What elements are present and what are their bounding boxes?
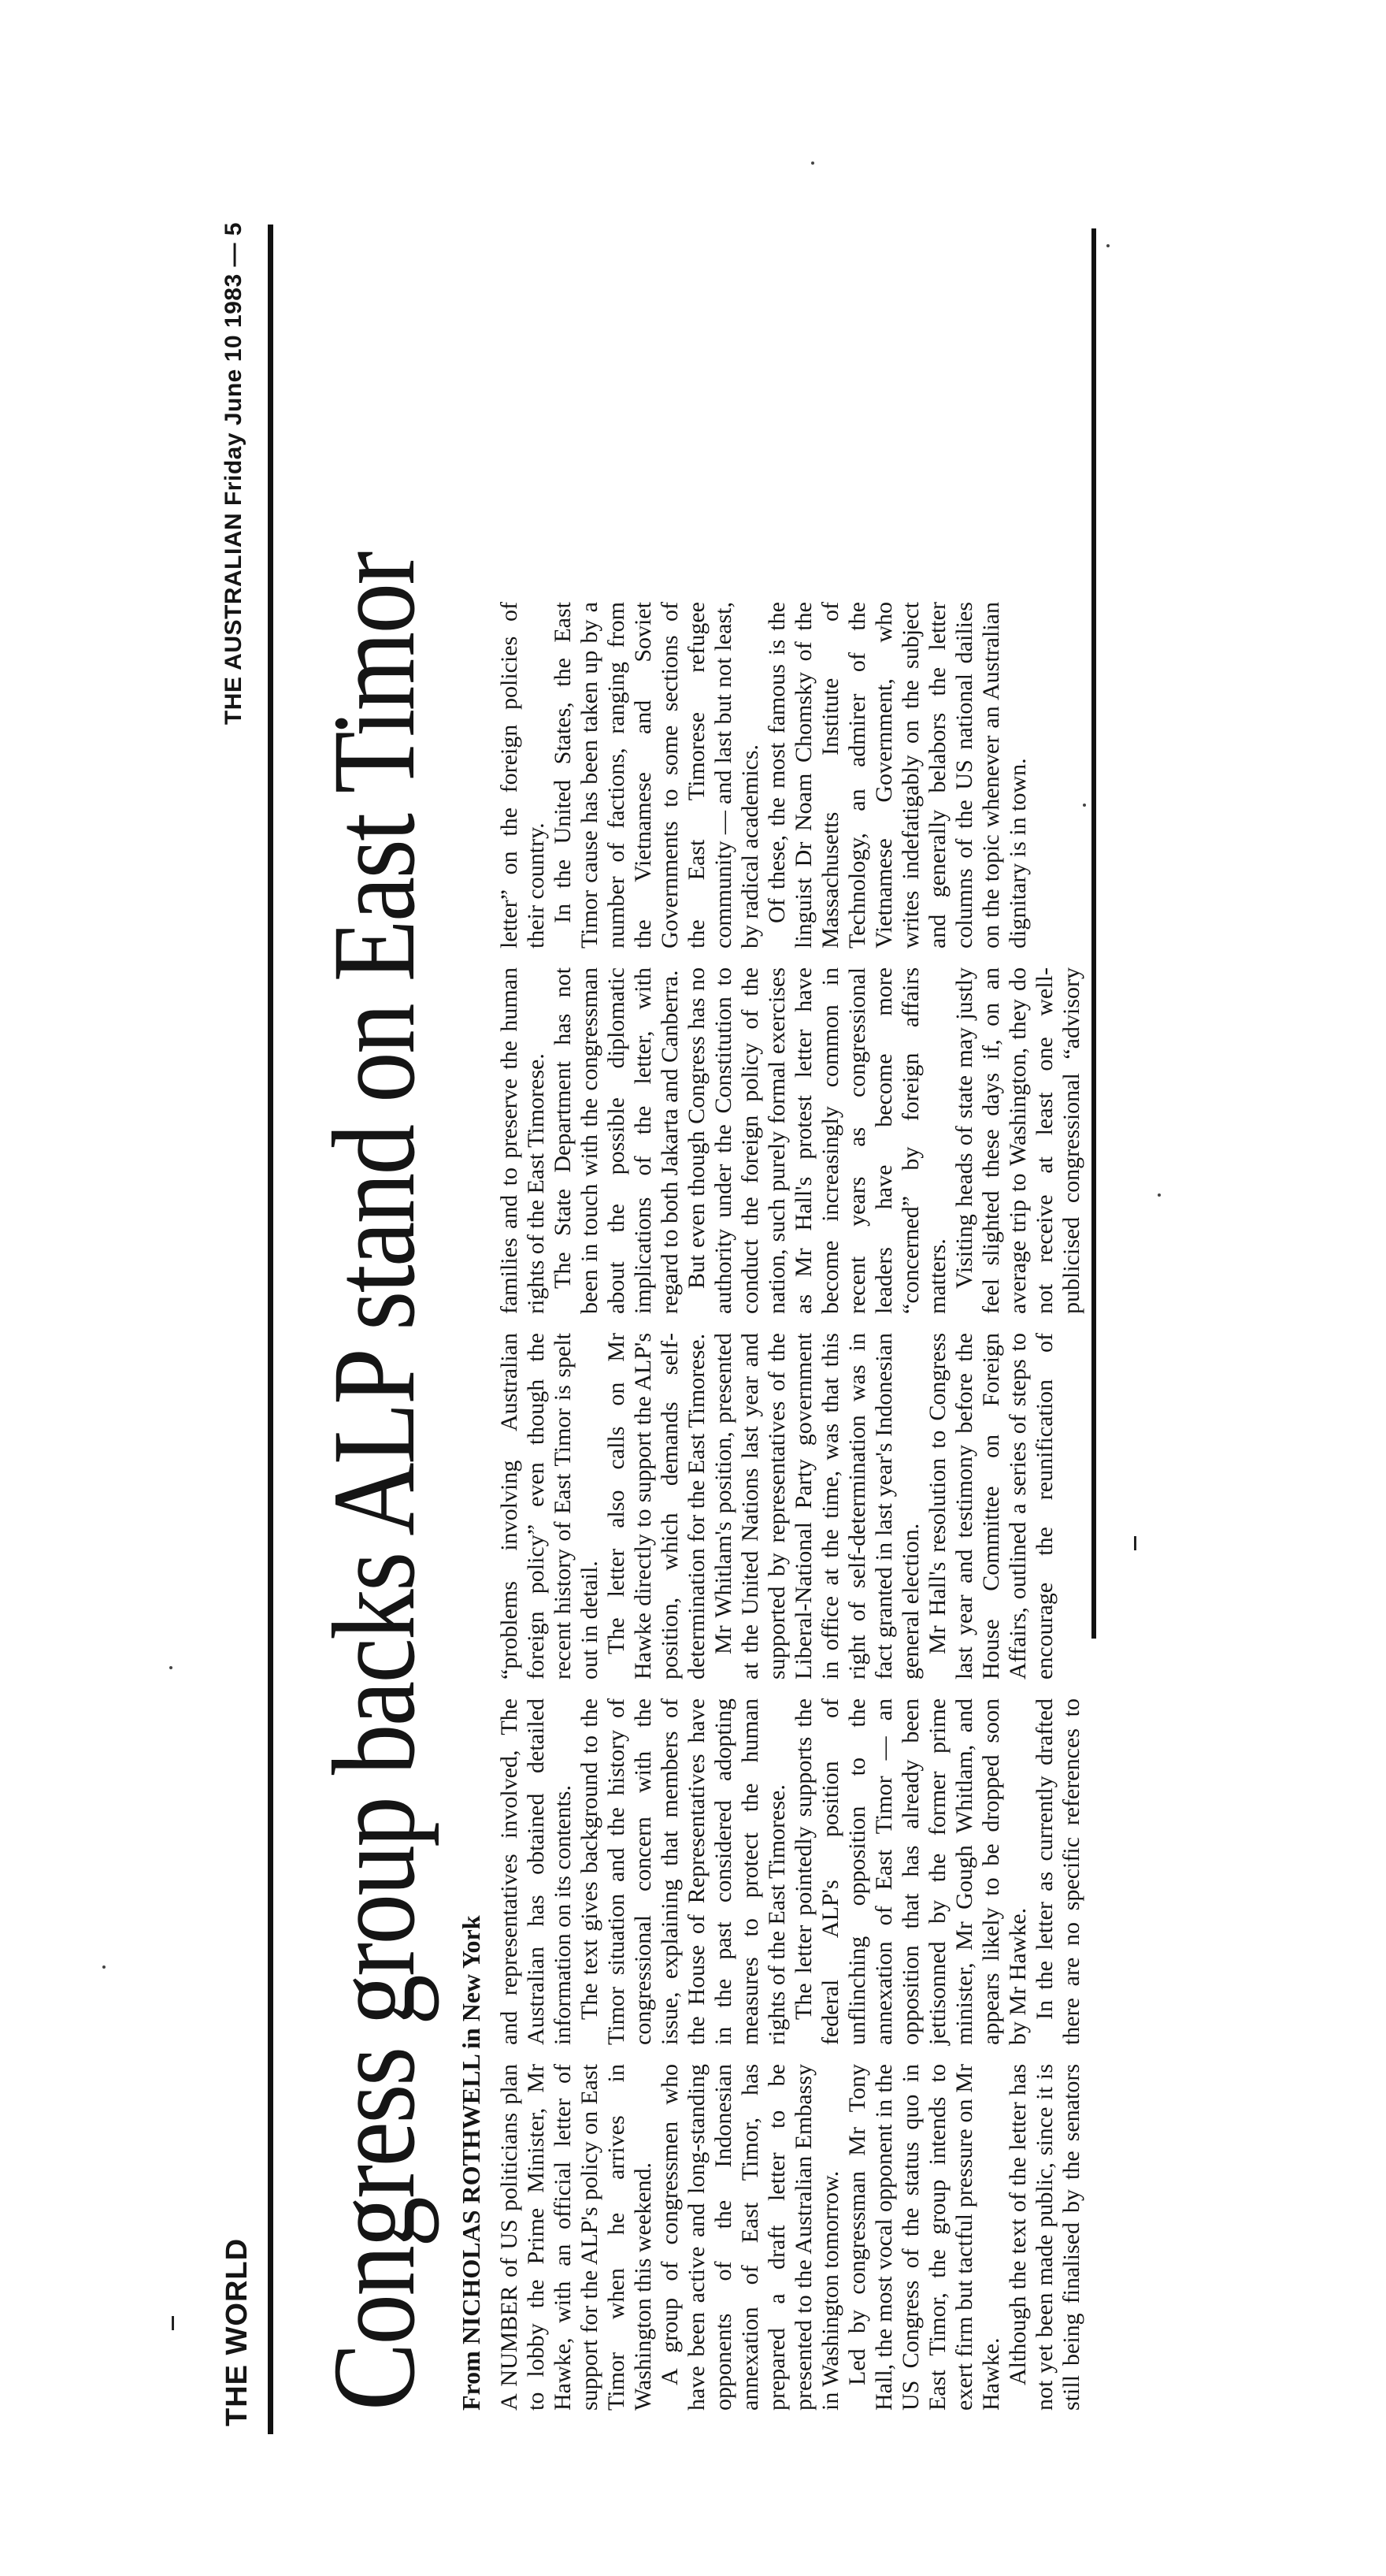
headline: Congress group backs ALP stand on East Timor <box>309 553 439 2411</box>
paragraph: The letter pointedly supports the federal ALP's position of unflinching opposition to the annexation of East Timor — an opposition that has already been jettisonned by the former prime minister, Mr Gough Whitlam, and appears likely to be dropped soon by Mr Hawke. <box>791 1698 1031 2045</box>
paragraph: Mr Hall's resolution to Congress last year and testimony before the House Committee on Foreign Affairs, outlined a series of steps to encourage the reunification of families and to preserve the human rights of the East Timorese. <box>496 967 1058 1680</box>
paragraph: Visiting heads of state may justly feel slighted these days if, on an average trip to Washington, they do not receive at least one well-publicised congressional “advisory letter” on the foreign policies of their country. <box>496 602 1084 1314</box>
byline-city: New York <box>457 1915 485 2022</box>
paragraph: But even though Congress has no authority under the Constitution to conduct the foreign policy of the nation, such purely formal exercises as Mr Hall's protest letter have become increasingly common in recent years as congressional leaders have become more “concerned” by foreign affairs matters. <box>684 967 951 1314</box>
article-page <box>220 213 1102 2434</box>
running-head: THE AUSTRALIAN Friday June 10 1983 — 5 <box>220 222 246 726</box>
scan-mark <box>1134 1536 1136 1550</box>
scan-speck <box>169 1666 172 1669</box>
paragraph: Of these, the most famous is the linguist Dr Noam Chomsky of the Massachusetts Institute of Technology, an admirer of the Vietnamese Government, who writes indefatigably on the subject and generally belabors the letter columns of the US national dailies on the topic whenever an Australian dignitary is in town. <box>764 602 1031 948</box>
scan-speck <box>102 1965 106 1969</box>
byline-author: From NICHOLAS ROTHWELL in <box>457 2028 485 2411</box>
paragraph: The letter also calls on Mr Hawke directly to support the ALP's position, which demands self-determination for the East Timorese. <box>603 1333 710 1680</box>
scan-speck <box>1158 1193 1161 1197</box>
paragraph: The State Department has not been in touch with the congressman about the possible diplomatic implications of the letter, with regard to both Jakarta and Canberra. <box>550 967 683 1314</box>
scan-speck <box>1106 244 1110 247</box>
scan-mark <box>172 2316 174 2330</box>
paragraph: The text gives background to the Timor situation and the history of congressional concern with the issue, explaining that members of the House of Representatives have in the past considered adopting measures to protect the human rights of the East Timorese. <box>576 1698 790 2045</box>
paragraph: Mr Whitlam's position, presented at the United Nations last year and supported by representatives of the Liberal-National Party government in office at the time, was that this right of self-determination was in fact granted in last year's Indonesian general election. <box>710 1333 924 1680</box>
byline <box>457 1915 486 2411</box>
paragraph: Although the text of the letter has not yet been made public, since it is still being finalised by the senators and representatives involved, The Australian has obtained detailed information on its contents. <box>496 1698 1084 2411</box>
bottom-rule <box>1091 228 1096 1639</box>
paragraph: In the letter as currently drafted there are no specific references to “problems involving Australian foreign policy” even though the recent history of East Timor is spelt out in detail. <box>496 1333 1084 2045</box>
article-body <box>496 236 1095 2411</box>
paragraph: Led by congressman Mr Tony Hall, the most vocal opponent in the US Congress of the status quo in East Timor, the group intends to exert firm but tactful pressure on Mr Hawke. <box>844 2064 1004 2411</box>
section-label: THE WORLD <box>220 2237 254 2426</box>
top-rule <box>268 225 273 2434</box>
paragraph: A group of congressmen who have been active and long-standing opponents of the Indonesian annexation of East Timor, has prepared a draft letter to be presented to the Australian Embassy in Washington tomorrow. <box>657 2064 843 2411</box>
paragraph: A NUMBER of US politicians plan to lobby the Prime Minister, Mr Hawke, with an official letter of support for the ALP's policy on East Timor when he arrives in Washington this weekend. <box>496 2064 656 2411</box>
paragraph: In the United States, the East Timor cause has been taken up by a number of factions, ranging from the Vietnamese and Soviet Governments to some sections of the East Timorese refugee community — and last but not least, by radical academics. <box>550 602 763 948</box>
scan-speck <box>811 161 814 165</box>
